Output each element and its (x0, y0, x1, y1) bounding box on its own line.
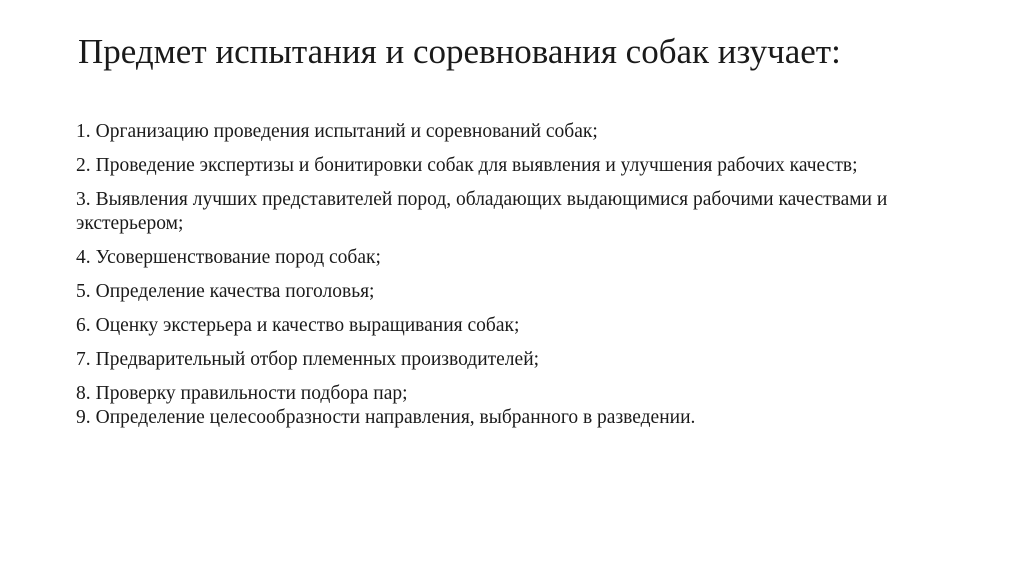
item-text: Предварительный отбор племенных производителей; (95, 349, 540, 370)
slide-title: Предмет испытания и соревнования собак изучает: (78, 32, 841, 71)
list-item (76, 188, 956, 236)
list-item (76, 246, 956, 270)
list-item (76, 120, 956, 144)
item-text: Выявления лучших представителей пород, обладающих выдающимися рабочими качествами и экстерьером; (76, 189, 888, 234)
item-text: Определение целесообразности направления, выбранного в разведении. (95, 407, 696, 428)
item-text: Проведение экспертизы и бонитировки собак для выявления и улучшения рабочих качеств; (95, 155, 858, 176)
list-item (76, 406, 956, 430)
item-number: 5. (76, 281, 91, 302)
item-number: 3. (76, 189, 91, 210)
list-item (76, 314, 956, 338)
item-text: Организацию проведения испытаний и соревнований собак; (95, 121, 598, 142)
item-number: 7. (76, 349, 91, 370)
item-number: 4. (76, 247, 91, 268)
item-text: Усовершенствование пород собак; (95, 247, 381, 268)
item-number: 6. (76, 315, 91, 336)
item-number: 9. (76, 407, 91, 428)
list-item (76, 280, 956, 304)
item-text: Проверку правильности подбора пар; (95, 383, 408, 404)
list-item (76, 382, 956, 406)
item-number: 2. (76, 155, 91, 176)
list-item (76, 348, 956, 372)
item-number: 8. (76, 383, 91, 404)
item-list (76, 120, 956, 440)
item-text: Определение качества поголовья; (95, 281, 375, 302)
item-number: 1. (76, 121, 91, 142)
list-item (76, 154, 956, 178)
item-text: Оценку экстерьера и качество выращивания собак; (95, 315, 520, 336)
